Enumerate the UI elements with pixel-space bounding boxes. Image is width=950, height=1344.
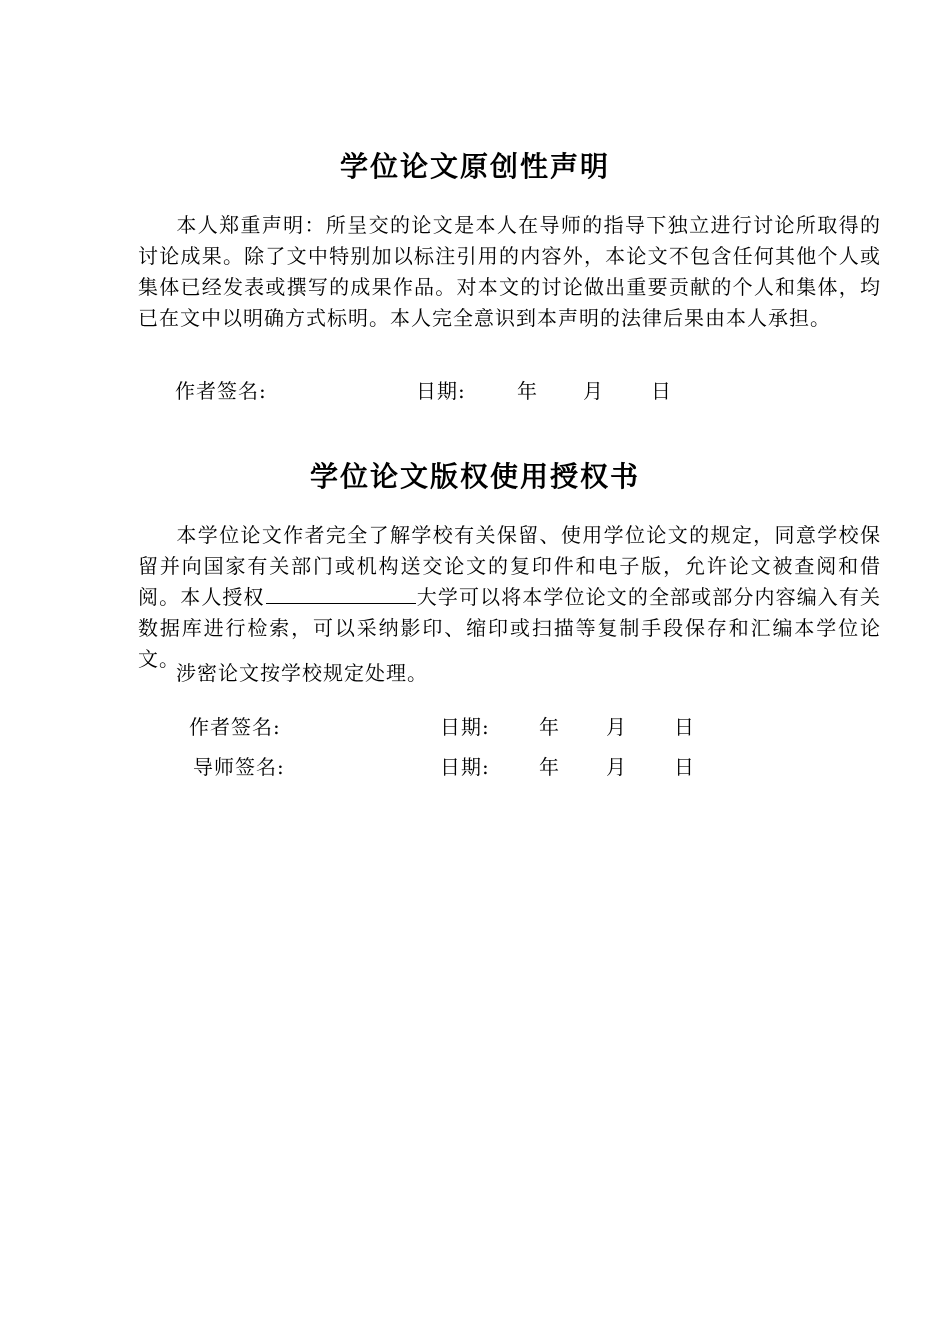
month-label: 月: [606, 715, 627, 739]
secret-note-text: 涉密论文按学校规定处理。: [176, 661, 428, 685]
year-label: 年: [539, 755, 560, 779]
date-label: 日期:: [440, 755, 490, 779]
authorization-text-before: 本学位论文作者完全了解学校有关保留、使用学位论文的规定，同意学校保留并向国家有关部门或机构送交论文的复印件和电子版，允许论文被查阅和借阅。本人授权: [138, 523, 881, 609]
declaration-signature-row: [0, 377, 950, 405]
year-label: 年: [517, 379, 538, 403]
author-signature-row: [0, 713, 950, 741]
date-label: 日期:: [440, 715, 490, 739]
author-signature-label: 作者签名:: [189, 715, 281, 739]
university-blank-line[interactable]: [266, 583, 416, 604]
authorization-text-after: 大学可以将本学位论文的全部或部分内容编入有关数据库进行检索，可以采纳影印、缩印或扫描等复制手段保存和汇编本学位论文。: [138, 585, 882, 671]
advisor-signature-row: [0, 753, 950, 781]
declaration-body: [138, 210, 881, 334]
day-label: 日: [651, 379, 672, 403]
day-label: 日: [674, 715, 695, 739]
month-label: 月: [583, 379, 604, 403]
authorization-title: 学位论文版权使用授权书: [309, 460, 640, 493]
author-signature-label: 作者签名:: [175, 379, 267, 403]
authorization-body: [138, 520, 881, 675]
declaration-title: 学位论文原创性声明: [339, 150, 610, 183]
month-label: 月: [606, 755, 627, 779]
declaration-text: 本人郑重声明：所呈交的论文是本人在导师的指导下独立进行讨论所取得的讨论成果。除了文中特别加以标注引用的内容外，本论文不包含任何其他个人或集体已经发表或撰写的成果作品。对本文的讨论做出重要贡献的个人和集体，均已在文中以明确方式标明。本人完全意识到本声明的法律后果由本人承担。: [138, 213, 881, 330]
day-label: 日: [674, 755, 695, 779]
year-label: 年: [539, 715, 560, 739]
secret-note: [138, 658, 881, 689]
advisor-signature-label: 导师签名:: [193, 755, 285, 779]
date-label: 日期:: [416, 379, 466, 403]
